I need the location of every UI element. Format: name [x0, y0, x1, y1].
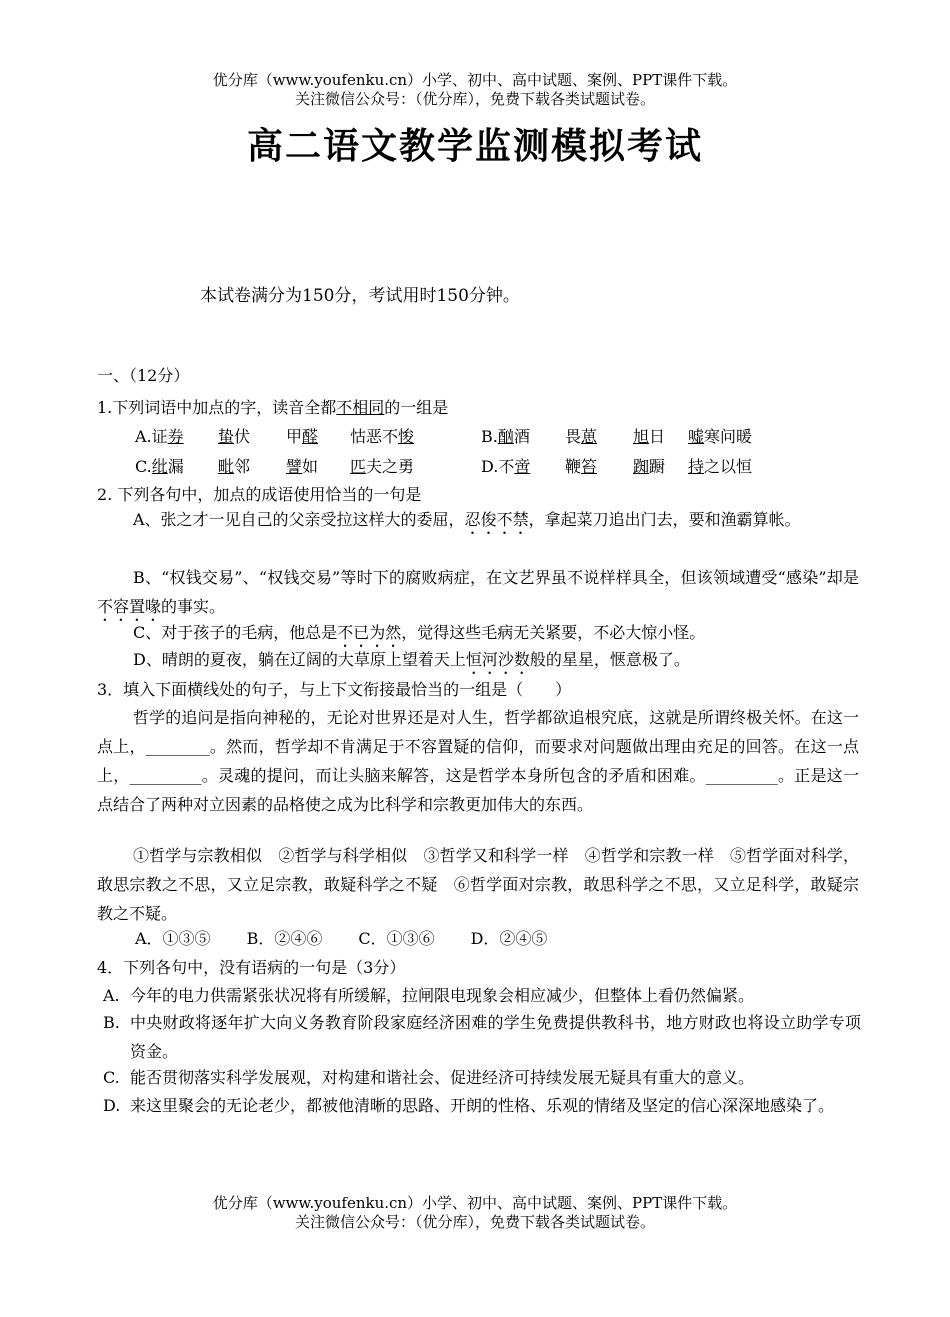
q4-option-d: D. 来这里聚会的无论老少，都被他清晰的思路、开朗的性格、乐观的情绪及坚定的信心深深地感染了。	[103, 1096, 835, 1115]
q4-option-b: B. 中央财政将逐年扩大向义务教育阶段家庭经济困难的学生免费提供教科书，地方财政也将设立助学专项资金。	[103, 1013, 861, 1061]
q1-option-b-word4: 嘘寒问暖	[688, 427, 753, 446]
q1-option-b-word3: 旭日	[633, 427, 666, 446]
q1-option-b-word2: 畏葸	[565, 427, 598, 446]
question-1-stem: 1.下列词语中加点的字，读音全都不相同的一组是	[97, 398, 449, 417]
exam-info: 本试卷满分为150分，考试用时150分钟。	[200, 286, 520, 306]
q1-option-a-word3: 甲醛	[286, 427, 319, 446]
page-title: 高二语文教学监测模拟考试	[246, 125, 703, 167]
q1-option-a-word1: A.证券	[135, 427, 184, 446]
q2-option-d: D、晴朗的夏夜，躺在辽阔的大草原上望着天上恒河沙数般的星星，惬意极了。	[133, 650, 690, 669]
footer-line-2: 关注微信公众号：（优分库），免费下载各类试题试卷。	[294, 1213, 655, 1231]
q4-option-c: C. 能否贯彻落实科学发展观，对构建和谐社会、促进经济可持续发展无疑具有重大的意义。	[103, 1068, 755, 1087]
q3-answer-choices	[135, 924, 583, 953]
header-line-1: 优分库（www.youfenku.cn）小学、初中、高中试题、案例、PPT课件下载。	[212, 71, 738, 89]
q1-option-d-word2: 鞭笞	[565, 457, 598, 476]
question-2-stem: 2. 下列各句中，加点的成语使用恰当的一句是	[97, 485, 422, 504]
q1-option-a-word2: 蛰伏	[218, 427, 251, 446]
q3-answer-c: C．①③⑥	[358, 929, 435, 948]
q1-option-c-word4: 匹夫之勇	[350, 457, 415, 476]
q1-option-a-word4: 怙恶不悛	[350, 427, 415, 446]
q2-option-c: C、对于孩子的毛病，他总是不已为然，觉得这些毛病无关紧要，不必大惊小怪。	[133, 623, 706, 642]
q3-statement-list: ①哲学与宗教相似 ②哲学与科学相似 ③哲学又和科学一样 ④哲学和宗教一样 ⑤哲学面对科学，敢思宗教之不思，又立足宗教，敢疑科学之不疑 ⑥哲学面对宗教，敢思科学之不思，又立足科学，敢疑宗教之不疑。	[97, 846, 859, 923]
question-4-stem: 4．下列各句中，没有语病的一句是（3分）	[97, 958, 406, 977]
q2-option-b: B、“权钱交易”、“权钱交易”等时下的腐败病症，在文艺界虽不说样样具全，但该领域遭受“感染”却是不容置喙的事实。	[97, 568, 859, 616]
q1-option-c-word1: C.纰漏	[135, 457, 184, 476]
question-3-stem: 3．填入下面横线处的句子，与上下文衔接最恰当的一组是（ ）	[97, 680, 572, 699]
section-heading: 一、（12分）	[97, 366, 190, 385]
q3-answer-d: D．②④⑤	[470, 929, 548, 948]
q1-option-d-word1: D.不啻	[481, 457, 531, 476]
footer-line-1: 优分库（www.youfenku.cn）小学、初中、高中试题、案例、PPT课件下载。	[212, 1194, 738, 1212]
q1-option-c-word2: 毗邻	[218, 457, 251, 476]
q2-option-a: A、张之才一见自己的父亲受拉这样大的委屈，忍俊不禁，拿起菜刀追出门去，要和渔霸算帐。	[133, 510, 801, 529]
q3-passage: 哲学的追问是指向神秘的，无论对世界还是对人生，哲学都欲追根究底，这就是所谓终极关怀。在这一点上，________。然而，哲学却不肯满足于不容置疑的信仰，而要求对问题做出理由充足的回答。在这一点上，_________。灵魂的提问，而让头脑来解答，这是哲学本身所包含的矛盾和困难。_________。正是这一点结合了两种对立因素的品格使之成为比科学和宗教更加伟大的东西。	[97, 708, 859, 814]
q1-option-d-word3: 踟蹰	[633, 457, 666, 476]
q1-option-b-word1: B.酗酒	[481, 427, 530, 446]
q1-option-d-word4: 持之以恒	[688, 457, 753, 476]
q3-answer-b: B．②④⑥	[246, 929, 323, 948]
q4-option-a: A. 今年的电力供需紧张状况将有所缓解，拉闸限电现象会相应减少，但整体上看仍然偏紧。	[103, 986, 755, 1005]
q3-answer-a: A．①③⑤	[135, 929, 211, 948]
q1-option-c-word3: 譬如	[286, 457, 319, 476]
header-line-2: 关注微信公众号：（优分库），免费下载各类试题试卷。	[294, 90, 655, 108]
